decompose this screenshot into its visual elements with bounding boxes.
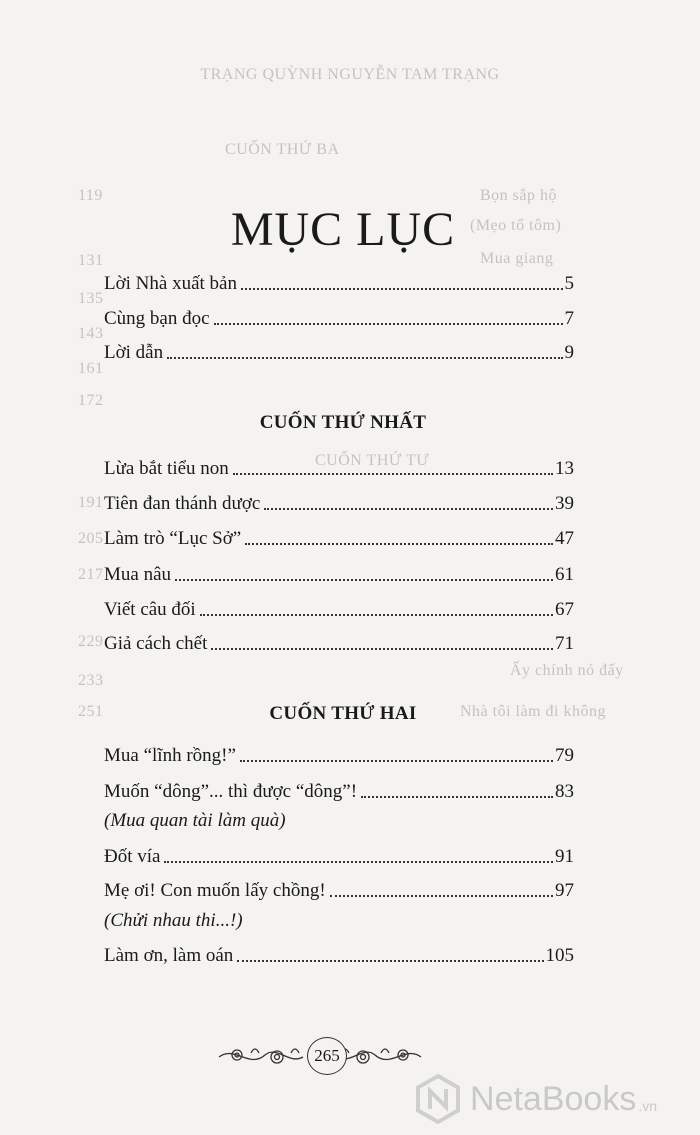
dot-leader <box>167 357 562 359</box>
toc-entry-page: 91 <box>555 846 574 867</box>
bleed-through-number: 143 <box>78 325 104 342</box>
toc-entry-page: 39 <box>555 493 574 514</box>
dot-leader <box>175 579 553 581</box>
toc-entry-title: Viết câu đối <box>104 599 196 620</box>
bleed-through-line: Bọn sắp hộ <box>480 187 557 204</box>
dot-leader <box>245 543 553 545</box>
toc-entry <box>104 779 574 803</box>
toc-entry <box>104 878 574 902</box>
dot-leader <box>237 960 543 962</box>
toc-entry <box>104 526 574 550</box>
netabooks-logo-icon <box>412 1073 464 1125</box>
dot-leader <box>264 508 553 510</box>
dot-leader <box>211 648 553 650</box>
bleed-through-number: 131 <box>78 252 104 269</box>
bleed-through-line: Mua giang <box>480 250 554 267</box>
watermark <box>412 1069 657 1129</box>
toc-entry-subtitle: (Chửi nhau thi...!) <box>104 910 243 931</box>
toc-entry-page: 61 <box>555 564 574 585</box>
toc-entry-title: Giả cách chết <box>104 633 208 654</box>
bleed-through-number: 217 <box>78 566 104 583</box>
toc-entry-title: Lừa bắt tiểu non <box>104 458 229 479</box>
bleed-through-number: 172 <box>78 392 104 409</box>
bleed-through-line: CUỐN THỨ TƯ <box>315 452 430 469</box>
bleed-through-header: TRẠNG QUỲNH NGUYỄN TAM TRẠNG <box>200 66 500 83</box>
toc-entry-page: 79 <box>555 745 574 766</box>
bleed-through-number: 233 <box>78 672 104 689</box>
toc-entry-title: Mẹ ơi! Con muốn lấy chồng! <box>104 880 326 901</box>
bleed-through-number: 119 <box>78 187 103 204</box>
bleed-through-number: 229 <box>78 633 104 650</box>
toc-entry-page: 9 <box>564 342 574 363</box>
toc-entry-page: 67 <box>555 599 574 620</box>
dot-leader <box>164 861 553 863</box>
bleed-through-number: 161 <box>78 360 104 377</box>
toc-entry-page: 83 <box>555 781 574 802</box>
toc-entry-title: Mua “lĩnh rồng!” <box>104 745 236 766</box>
toc-entry <box>104 456 574 480</box>
toc-entry-title: Đốt vía <box>104 846 161 867</box>
toc-entry-subtitle: (Mua quan tài làm quà) <box>104 810 286 831</box>
dot-leader <box>330 895 553 897</box>
toc-entry-title: Mua nâu <box>104 564 172 585</box>
toc-entry <box>104 943 574 967</box>
toc-entry-page: 5 <box>564 273 574 294</box>
toc-entry-title: Làm trò “Lục Sở” <box>104 528 242 549</box>
toc-entry <box>104 491 574 515</box>
bleed-through-number: 135 <box>78 290 104 307</box>
toc-entry-page: 71 <box>555 633 574 654</box>
bleed-through-number: 205 <box>78 530 104 547</box>
toc-entry <box>104 306 574 330</box>
bleed-through-line: Ấy chính nó đấy <box>510 662 624 679</box>
toc-entry-page: 47 <box>555 528 574 549</box>
dot-leader <box>361 796 553 798</box>
toc-entry-title: Tiên đan thánh dược <box>104 493 261 514</box>
toc-entry <box>104 340 574 364</box>
page-number: 265 <box>307 1037 347 1075</box>
toc-entry <box>104 597 574 621</box>
toc-entry-title: Muốn “dông”... thì được “dông”! <box>104 781 358 802</box>
dot-leader <box>241 288 563 290</box>
bleed-through-line: CUỐN THỨ BA <box>225 141 340 158</box>
toc-entry-page: 13 <box>555 458 574 479</box>
toc-entry <box>104 271 574 295</box>
toc-entry <box>104 631 574 655</box>
toc-entry-title: Cùng bạn đọc <box>104 308 210 329</box>
dot-leader <box>200 614 553 616</box>
watermark-domain: .vn <box>638 1098 658 1114</box>
toc-entry-page: 97 <box>555 880 574 901</box>
toc-entry <box>104 844 574 868</box>
bleed-through-number: 191 <box>78 494 104 511</box>
toc-entry <box>104 743 574 767</box>
bleed-through-line: Nhà tôi làm đi không <box>460 703 606 720</box>
section-heading: CUỐN THỨ NHẤT <box>259 412 427 433</box>
dot-leader <box>233 473 553 475</box>
toc-entry-page: 7 <box>564 308 574 329</box>
page-title: MỤC LỤC <box>230 203 456 257</box>
toc-entry <box>104 562 574 586</box>
toc-entry-title: Làm ơn, làm oán <box>104 945 234 966</box>
dot-leader <box>214 323 563 325</box>
toc-entry-page: 105 <box>545 945 574 966</box>
bleed-through-line: (Mẹo tổ tôm) <box>470 217 562 234</box>
watermark-brand: NetaBooks <box>470 1079 637 1118</box>
section-heading: CUỐN THỨ HAI <box>269 703 417 724</box>
bleed-through-number: 251 <box>78 703 104 720</box>
toc-entry-title: Lời dẫn <box>104 342 164 363</box>
toc-entry-title: Lời Nhà xuất bản <box>104 273 237 294</box>
dot-leader <box>240 760 553 762</box>
